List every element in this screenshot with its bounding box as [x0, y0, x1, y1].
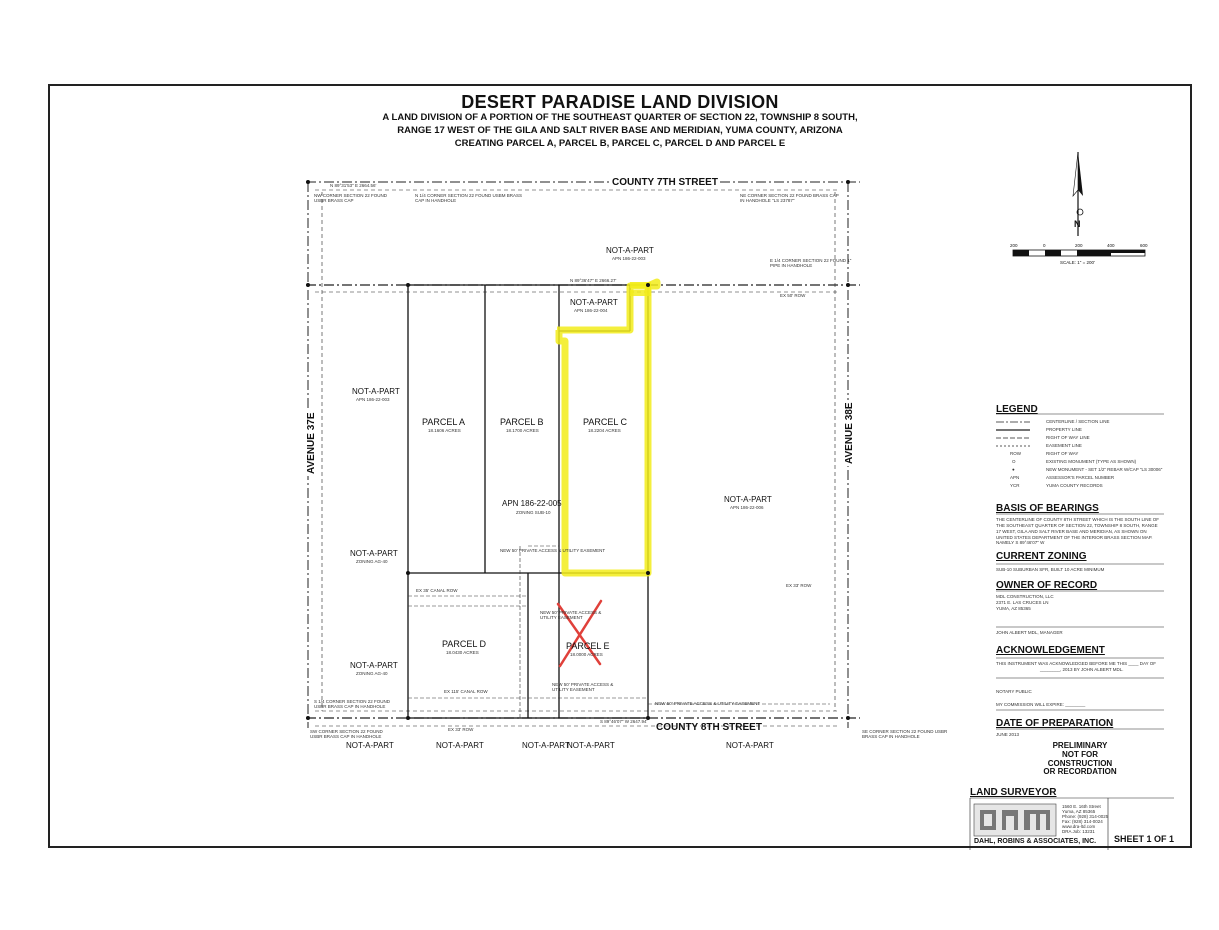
- zoning-title: CURRENT ZONING: [996, 551, 1087, 562]
- ack-line-2: ________, 2013 BY JOHN ALBERT MDL.: [1040, 667, 1124, 672]
- n-quarter-label: N 1/4 CORNER SECTION 22 FOUND USBM BRASS CAP IN HANDHOLE: [415, 193, 523, 203]
- legend-item-3: RIGHT OF WAY LINE: [1046, 435, 1090, 440]
- surveyor-firm: DAHL, ROBINS & ASSOCIATES, INC.: [974, 838, 1097, 845]
- scale-tick-3: 200: [1075, 243, 1083, 248]
- bearing-top-west: N 89°31'53" E 2664.56': [330, 183, 377, 188]
- north-letter: N: [1074, 219, 1081, 229]
- sheet-number: SHEET 1 OF 1: [1114, 834, 1175, 844]
- canal-row-label: EX 35' CANAL ROW: [416, 588, 458, 593]
- parcel-e-name: PARCEL E: [566, 641, 610, 651]
- zoning-west-3: ZONING AG-40: [356, 671, 388, 676]
- legend-symbol-8: APN: [1010, 475, 1020, 480]
- not-a-part-south-3: NOT-A-PART: [522, 741, 570, 750]
- surveyor-addr-6: DRA Job: 13231: [1062, 829, 1095, 834]
- se-corner-label: SE CORNER SECTION 22 FOUND USBR BRASS CAP IN HANDHOLE: [862, 729, 948, 739]
- scale-tick-1: 200: [1010, 243, 1018, 248]
- scale-tick-5: 600: [1140, 243, 1148, 248]
- parcel-a-name: PARCEL A: [422, 417, 466, 427]
- owner-sign: JOHN ALBERT MDL, MANAGER: [996, 630, 1063, 635]
- sw-corner-label: SW CORNER SECTION 22 FOUND USBR BRASS CAP IN HANDHOLE: [310, 729, 383, 739]
- ack-expires: MY COMMISSION WILL EXPIRE: ________: [996, 702, 1086, 707]
- not-a-part-top: NOT-A-PART: [606, 246, 654, 255]
- basis-title: BASIS OF BEARINGS: [996, 503, 1099, 514]
- subtitle-line-2: RANGE 17 WEST OF THE GILA AND SALT RIVER BASE AND MERIDIAN, YUMA COUNTY, ARIZONA: [397, 125, 843, 136]
- surveyor-addr-4: Fax: (928) 314-0024: [1062, 819, 1103, 824]
- date-title: DATE OF PREPARATION: [996, 718, 1114, 729]
- prelim-line-2: NOT FOR CONSTRUCTION: [1047, 749, 1113, 768]
- subtitle-line-3: CREATING PARCEL A, PARCEL B, PARCEL C, PARCEL D AND PARCEL E: [454, 138, 786, 149]
- nw-corner-label: NW CORNER SECTION 22 FOUND USBR BRASS CAP: [314, 193, 388, 203]
- legend-item-6: EXISTING MONUMENT (TYPE AS SHOWN): [1046, 459, 1137, 464]
- surveyor-title: LAND SURVEYOR: [970, 787, 1057, 798]
- survey-map: [50, 86, 1194, 850]
- access-easement-label-4: NEW 50' PRIVATE ACCESS & UTILITY EASEMENT: [655, 701, 761, 706]
- owner-line-1: MDL CONSTRUCTION, LLC: [996, 594, 1054, 599]
- legend-symbol-6: O: [1012, 459, 1016, 464]
- access-easement-label-2: NEW 50' PRIVATE ACCESS & UTILITY EASEMENT: [540, 610, 602, 620]
- legend-title: LEGEND: [996, 404, 1038, 415]
- scale-tick-2: 0: [1043, 243, 1046, 248]
- legend-item-1: CENTERLINE / SECTION LINE: [1046, 419, 1110, 424]
- not-a-part-west-1: NOT-A-PART: [352, 387, 400, 396]
- not-a-part-south-2: NOT-A-PART: [436, 741, 484, 750]
- page-title: DESERT PARADISE LAND DIVISION: [461, 92, 779, 112]
- legend-item-7: NEW MONUMENT - SET 1/2" REBAR W/CAP "LS 30006": [1046, 467, 1163, 472]
- parcel-d-name: PARCEL D: [442, 639, 487, 649]
- parcel-a-acres: 18.1606 ACRES: [428, 428, 461, 433]
- apn-west-1: APN 186-22-003: [356, 397, 390, 402]
- legend-item-2: PROPERTY LINE: [1046, 427, 1082, 432]
- row-label-s: EX 33' ROW: [448, 727, 474, 732]
- access-easement-label: NEW 50' PRIVATE ACCESS & UTILITY EASEMENT: [500, 548, 606, 553]
- owner-title: OWNER OF RECORD: [996, 580, 1098, 591]
- preliminary-note: [1030, 742, 1130, 777]
- parcel-b-name: PARCEL B: [500, 417, 544, 427]
- not-a-part-west-3: NOT-A-PART: [350, 661, 398, 670]
- s-quarter-label: S 1/4 CORNER SECTION 22 FOUND USBR BRASS CAP IN HANDHOLE: [314, 699, 391, 709]
- legend-item-5: RIGHT OF WAY: [1046, 451, 1079, 456]
- zoning-text: SUB-10 SUBURBAN SFR, BUILT 10 ACRE MINIMUM: [996, 567, 1105, 572]
- ne-corner-label: NE CORNER SECTION 22 FOUND BRASS CAP IN HANDHOLE "LS 23787": [740, 193, 839, 203]
- access-easement-label-3: NEW 50' PRIVATE ACCESS & UTILITY EASEMENT: [552, 682, 614, 692]
- ack-line-1: THIS INSTRUMENT WAS ACKNOWLEDGED BEFORE ME THIS ____ DAY OF: [996, 661, 1157, 666]
- street-west: AVENUE 37E: [306, 412, 317, 474]
- row-label-se: EX 33' ROW: [786, 583, 812, 588]
- drawing-sheet: [48, 84, 1192, 848]
- street-south: COUNTY 8TH STREET: [656, 722, 762, 733]
- basis-text: THE CENTERLINE OF COUNTY 8TH STREET WHICH IS THE SOUTH LINE OF THE SOUTHEAST QUARTER OF SECTION 22, TOWNSHIP 8 SOUTH, RANGE 17 WEST, GILA AND SALT RIVER BASE AND MERIDIAN, AS SHOWN ON UNITED STATES DEPARTMENT OF THE INTERIOR BRASS SECTION MAP. NAMELY S 89°46'07" W: [996, 517, 1160, 546]
- apn-main: APN 186-22-005: [502, 499, 562, 508]
- apn-top: APN 186-22-003: [612, 256, 646, 261]
- not-a-part-west-2: NOT-A-PART: [350, 549, 398, 558]
- ack-title: ACKNOWLEDGEMENT: [996, 645, 1105, 656]
- e-quarter-label: E 1/4 CORNER SECTION 22 FOUND 1" PIPE IN HANDHOLE: [770, 258, 852, 268]
- legend-item-4: EASEMENT LINE: [1046, 443, 1082, 448]
- zoning-west-2: ZONING AG-40: [356, 559, 388, 564]
- owner-line-3: YUMA, AZ 85365: [996, 606, 1031, 611]
- legend-item-9: YUMA COUNTY RECORDS: [1046, 483, 1103, 488]
- row-label-ne: EX 50' ROW: [780, 293, 806, 298]
- owner-line-2: 2371 E. LAS CRUCES LN: [996, 600, 1049, 605]
- surveyor-addr-3: Phone: (928) 314-0025: [1062, 814, 1109, 819]
- parcel-e-acres: 18.0000 ACRES: [570, 652, 603, 657]
- scale-bar: [1013, 250, 1145, 256]
- surveyor-addr-2: Yuma, AZ 85365: [1062, 809, 1096, 814]
- legend-symbol-7: ●: [1012, 467, 1015, 472]
- not-a-part-south-1: NOT-A-PART: [346, 741, 394, 750]
- parcel-b-acres: 18.1700 ACRES: [506, 428, 539, 433]
- scale-text: SCALE: 1" = 200': [1060, 260, 1095, 265]
- not-a-part-inner: NOT-A-PART: [570, 298, 618, 307]
- street-east: AVENUE 38E: [844, 402, 855, 464]
- not-a-part-south-4: NOT-A-PART: [567, 741, 615, 750]
- apn-east: APN 186-22-006: [730, 505, 764, 510]
- canal-row-label-2: EX 115' CANAL ROW: [444, 689, 488, 694]
- zoning-main: ZONING SUB-10: [516, 510, 551, 515]
- not-a-part-south-5: NOT-A-PART: [726, 741, 774, 750]
- parcel-c-name: PARCEL C: [583, 417, 628, 427]
- not-a-part-east: NOT-A-PART: [724, 495, 772, 504]
- surveyor-addr-1: 1560 E. 16th Street: [1062, 804, 1101, 809]
- subtitle-line-1: A LAND DIVISION OF A PORTION OF THE SOUTHEAST QUARTER OF SECTION 22, TOWNSHIP 8 SOUTH,: [382, 112, 858, 123]
- street-north: COUNTY 7TH STREET: [612, 177, 718, 188]
- parcel-c-acres: 18.2204 ACRES: [588, 428, 621, 433]
- prelim-line-3: OR RECORDATION: [1043, 767, 1117, 777]
- scale-tick-4: 400: [1107, 243, 1115, 248]
- ack-notary: NOTARY PUBLIC: [996, 689, 1032, 694]
- bearing-bottom: S 89°46'07" W 2647.94': [600, 719, 648, 724]
- legend-symbols: [996, 422, 1030, 446]
- legend-item-8: ASSESSOR'S PARCEL NUMBER: [1046, 475, 1115, 480]
- prelim-line-1: PRELIMINARY: [1052, 741, 1108, 750]
- surveyor-logo: [974, 804, 1056, 836]
- apn-inner: APN 186-22-004: [574, 308, 608, 313]
- date-text: JUNE 2013: [996, 732, 1020, 737]
- legend-symbol-5: ROW: [1010, 451, 1021, 456]
- legend-symbol-9: YCR: [1010, 483, 1020, 488]
- parcel-d-acres: 18.0430 ACRES: [446, 650, 479, 655]
- bearing-mid: N 89°36'47" E 2666.27': [570, 278, 617, 283]
- surveyor-addr-5: www.dra-ltd.com: [1062, 824, 1096, 829]
